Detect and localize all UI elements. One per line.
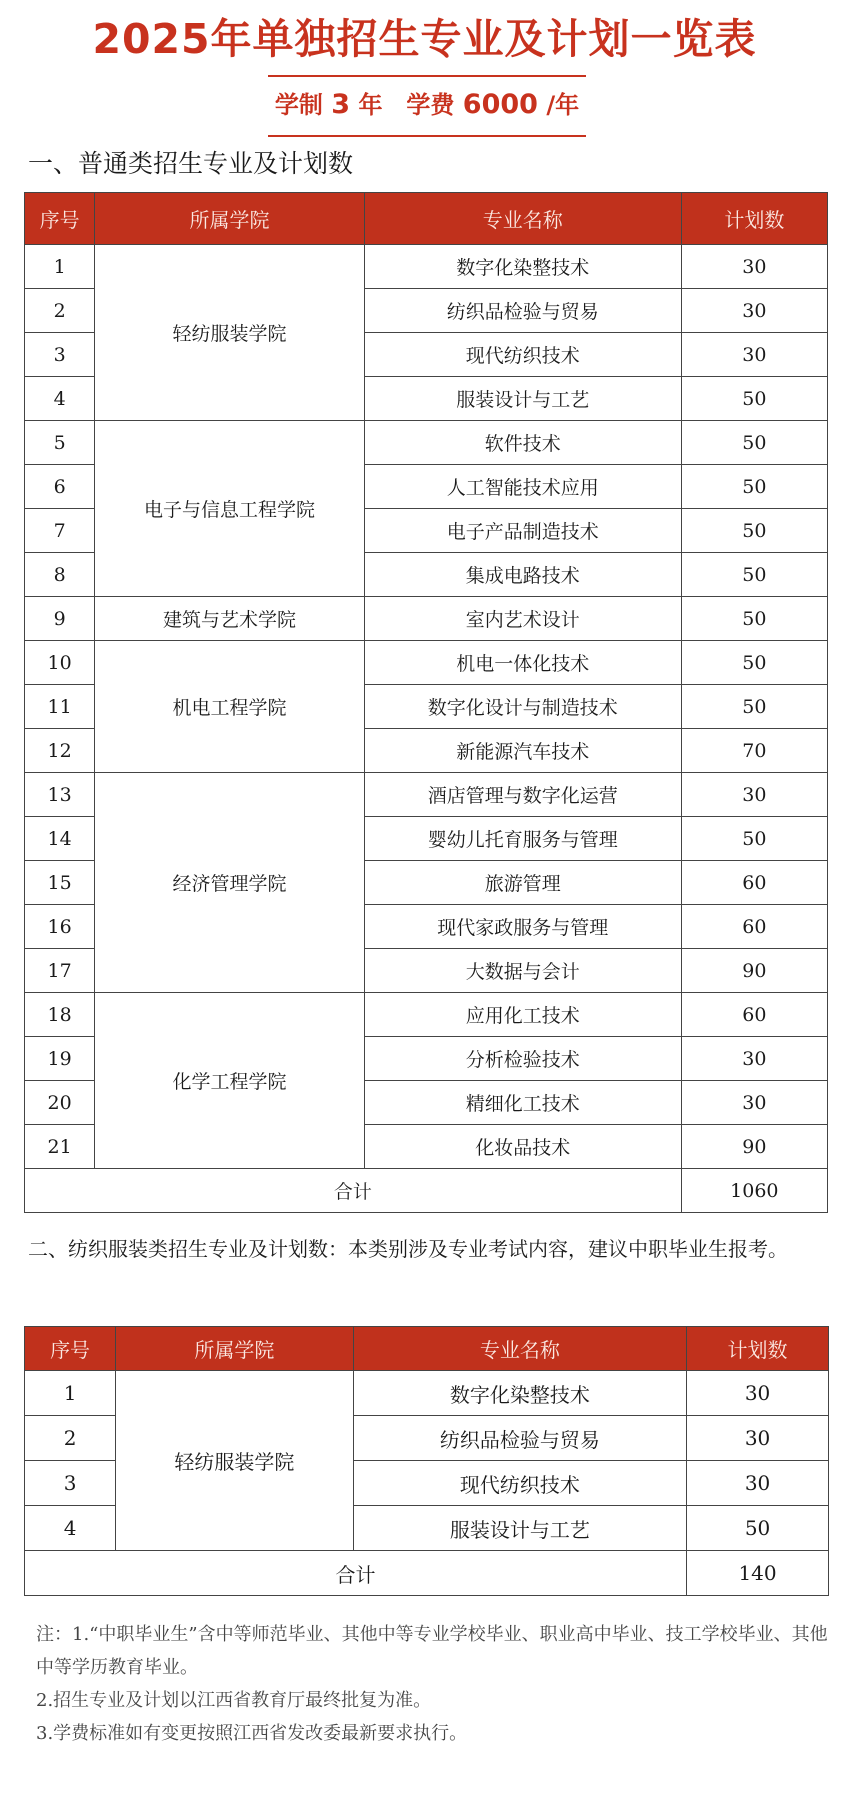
note-2: 2.招生专业及计划以江西省教育厅最终批复为准。 <box>36 1690 432 1711</box>
cell-major: 化妆品技术 <box>364 1125 681 1169</box>
cell-plan: 50 <box>681 817 827 861</box>
cell-major: 新能源汽车技术 <box>364 729 681 773</box>
cell-college: 建筑与艺术学院 <box>95 597 365 641</box>
subtitle-part-3: /年 <box>546 91 580 119</box>
header-plan: 计划数 <box>687 1327 829 1371</box>
cell-plan: 30 <box>681 1081 827 1125</box>
cell-number: 12 <box>25 729 95 773</box>
subtitle-years: 3 <box>331 89 351 120</box>
header-number: 序号 <box>25 193 95 245</box>
table-row <box>25 641 828 685</box>
cell-major: 机电一体化技术 <box>364 641 681 685</box>
tuition-banner <box>268 75 586 137</box>
cell-major: 现代家政服务与管理 <box>364 905 681 949</box>
cell-major: 电子产品制造技术 <box>364 509 681 553</box>
table-row <box>25 597 828 641</box>
cell-number: 8 <box>25 553 95 597</box>
cell-plan: 60 <box>681 905 827 949</box>
cell-plan: 50 <box>681 597 827 641</box>
header-number: 序号 <box>25 1327 116 1371</box>
cell-number: 19 <box>25 1037 95 1081</box>
header-college: 所属学院 <box>116 1327 354 1371</box>
cell-plan: 50 <box>681 465 827 509</box>
cell-number: 15 <box>25 861 95 905</box>
cell-plan: 50 <box>681 553 827 597</box>
cell-college: 轻纺服装学院 <box>95 245 365 421</box>
cell-number: 18 <box>25 993 95 1037</box>
cell-major: 服装设计与工艺 <box>364 377 681 421</box>
cell-number: 3 <box>25 1461 116 1506</box>
cell-number: 4 <box>25 377 95 421</box>
cell-plan: 50 <box>681 377 827 421</box>
tuition-subtitle <box>268 79 586 131</box>
cell-plan: 50 <box>681 685 827 729</box>
table-row <box>25 773 828 817</box>
cell-number: 9 <box>25 597 95 641</box>
cell-number: 10 <box>25 641 95 685</box>
table-row <box>25 245 828 289</box>
cell-plan: 30 <box>681 773 827 817</box>
cell-college: 化学工程学院 <box>95 993 365 1169</box>
total-row <box>25 1551 829 1596</box>
header-major: 专业名称 <box>353 1327 686 1371</box>
cell-major: 酒店管理与数字化运营 <box>364 773 681 817</box>
cell-plan: 60 <box>681 861 827 905</box>
cell-number: 11 <box>25 685 95 729</box>
cell-major: 数字化染整技术 <box>353 1371 686 1416</box>
table-header-row <box>25 193 828 245</box>
subtitle-part-2: 年 学费 <box>358 91 455 119</box>
cell-number: 1 <box>25 245 95 289</box>
general-plan-table <box>24 192 828 1213</box>
textile-plan-table-body <box>25 1371 829 1596</box>
header-major: 专业名称 <box>364 193 681 245</box>
cell-major: 婴幼儿托育服务与管理 <box>364 817 681 861</box>
cell-college: 机电工程学院 <box>95 641 365 773</box>
cell-major: 数字化染整技术 <box>364 245 681 289</box>
table-row <box>25 993 828 1037</box>
cell-plan: 90 <box>681 949 827 993</box>
total-row <box>25 1169 828 1213</box>
section-1-heading: 一、普通类招生专业及计划数 <box>28 149 354 178</box>
general-plan-table-body <box>25 245 828 1213</box>
cell-major: 分析检验技术 <box>364 1037 681 1081</box>
cell-college: 经济管理学院 <box>95 773 365 993</box>
cell-number: 5 <box>25 421 95 465</box>
cell-plan: 60 <box>681 993 827 1037</box>
total-label: 合计 <box>25 1169 682 1213</box>
cell-major: 大数据与会计 <box>364 949 681 993</box>
cell-plan: 50 <box>681 421 827 465</box>
cell-major: 室内艺术设计 <box>364 597 681 641</box>
cell-plan: 30 <box>687 1461 829 1506</box>
cell-plan: 70 <box>681 729 827 773</box>
textile-plan-table <box>24 1326 829 1596</box>
cell-number: 4 <box>25 1506 116 1551</box>
cell-plan: 50 <box>681 509 827 553</box>
table-row <box>25 1371 829 1416</box>
cell-major: 服装设计与工艺 <box>353 1506 686 1551</box>
cell-number: 7 <box>25 509 95 553</box>
cell-plan: 30 <box>687 1371 829 1416</box>
total-value: 140 <box>687 1551 829 1596</box>
cell-number: 13 <box>25 773 95 817</box>
cell-number: 3 <box>25 333 95 377</box>
page-title: 2025年单独招生专业及计划一览表 <box>92 15 757 63</box>
cell-major: 软件技术 <box>364 421 681 465</box>
cell-major: 现代纺织技术 <box>364 333 681 377</box>
cell-plan: 30 <box>681 245 827 289</box>
note-3: 3.学费标准如有变更按照江西省发改委最新要求执行。 <box>36 1723 468 1744</box>
cell-major: 应用化工技术 <box>364 993 681 1037</box>
cell-major: 纺织品检验与贸易 <box>364 289 681 333</box>
cell-number: 2 <box>25 1416 116 1461</box>
cell-major: 集成电路技术 <box>364 553 681 597</box>
subtitle-part-1: 学制 <box>274 91 323 119</box>
cell-plan: 50 <box>681 641 827 685</box>
cell-major: 精细化工技术 <box>364 1081 681 1125</box>
cell-number: 17 <box>25 949 95 993</box>
table-header-row <box>25 1327 829 1371</box>
cell-college: 轻纺服装学院 <box>116 1371 354 1551</box>
cell-number: 1 <box>25 1371 116 1416</box>
note-1: 注：1.“中职毕业生”含中等师范毕业、其他中等专业学校毕业、职业高中毕业、技工学校毕业、其他中等学历教育毕业。 <box>36 1624 828 1678</box>
cell-plan: 30 <box>681 333 827 377</box>
cell-number: 16 <box>25 905 95 949</box>
cell-number: 20 <box>25 1081 95 1125</box>
cell-plan: 30 <box>687 1416 829 1461</box>
cell-major: 旅游管理 <box>364 861 681 905</box>
cell-number: 21 <box>25 1125 95 1169</box>
total-value: 1060 <box>681 1169 827 1213</box>
cell-college: 电子与信息工程学院 <box>95 421 365 597</box>
subtitle-fee: 6000 <box>462 89 538 120</box>
cell-plan: 30 <box>681 1037 827 1081</box>
cell-plan: 90 <box>681 1125 827 1169</box>
total-label: 合计 <box>25 1551 687 1596</box>
cell-number: 14 <box>25 817 95 861</box>
header-college: 所属学院 <box>95 193 365 245</box>
table-row <box>25 421 828 465</box>
cell-number: 6 <box>25 465 95 509</box>
cell-plan: 30 <box>681 289 827 333</box>
section-2-heading: 二、纺织服装类招生专业及计划数：本类别涉及专业考试内容，建议中职毕业生报考。 <box>28 1237 788 1261</box>
footnotes <box>36 1618 836 1750</box>
cell-major: 人工智能技术应用 <box>364 465 681 509</box>
cell-major: 现代纺织技术 <box>353 1461 686 1506</box>
header-plan: 计划数 <box>681 193 827 245</box>
cell-number: 2 <box>25 289 95 333</box>
cell-plan: 50 <box>687 1506 829 1551</box>
cell-major: 数字化设计与制造技术 <box>364 685 681 729</box>
cell-major: 纺织品检验与贸易 <box>353 1416 686 1461</box>
